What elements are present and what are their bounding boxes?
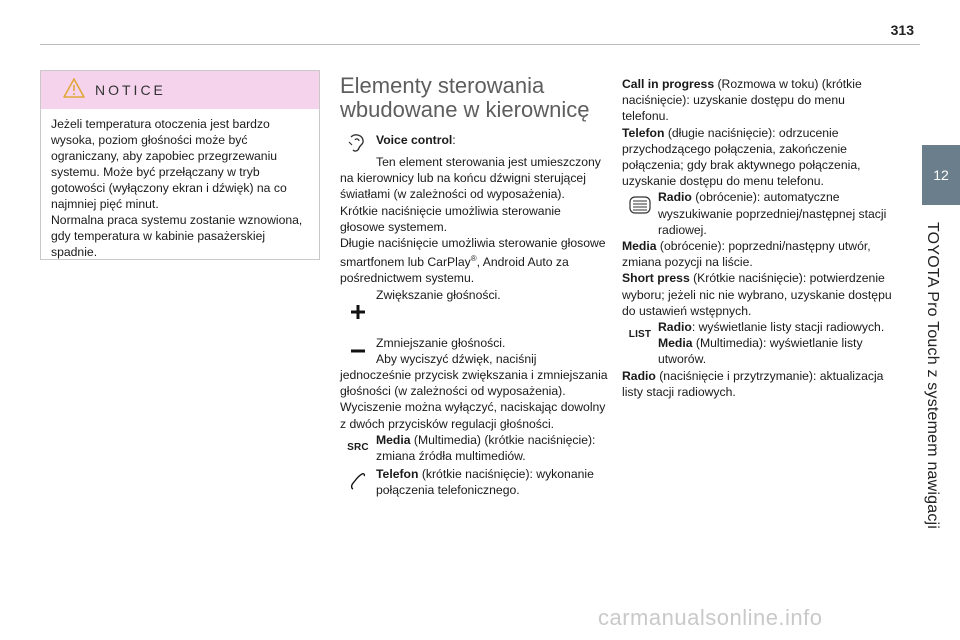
media-rotate-text: Media (obrócenie): poprzedni/następny utwór, zmiana pozycji na liście.: [622, 239, 871, 270]
mute-instructions: Aby wyciszyć dźwięk, naciśnij jednocześnie przycisk zwiększania i zmniejszania głośności (w zależności od wyposażenia).: [340, 351, 608, 399]
voice-control-title: Voice control: [376, 133, 453, 147]
phone-call-text: Telefon (krótkie naciśnięcie): wykonanie połączenia telefonicznego.: [376, 467, 594, 498]
chapter-title: TOYOTA Pro Touch z systemem nawigacji: [924, 222, 941, 530]
steering-controls-continued: [622, 76, 892, 400]
page-number: 313: [890, 22, 914, 38]
src-icon: SRC: [347, 441, 369, 453]
top-divider: [40, 44, 920, 45]
list-text: Radio: wyświetlanie listy stacji radiowych. Media (Multimedia): wyświetlanie listy utworów.: [658, 320, 885, 367]
notice-label: NOTICE: [95, 82, 166, 98]
voice-control-item: [340, 132, 608, 154]
minus-icon: [340, 335, 376, 367]
notice-header: [41, 71, 319, 109]
media-source-text: Media (Multimedia) (krótkie naciśnięcie): zmiana źródła multimediów.: [376, 432, 596, 463]
steering-controls-section: [340, 74, 608, 499]
voice-description: Ten element sterowania jest umieszczony na kierownicy lub na końcu dźwigni sterującej światłami (w zależności od wyposażenia).: [340, 155, 601, 202]
media-source-item: [340, 432, 608, 464]
volume-down-text: Zmniejszanie głośności.: [376, 335, 506, 350]
voice-colon: :: [452, 133, 456, 147]
voice-short-press: Krótkie naciśnięcie umożliwia sterowanie głosowe systemem.: [340, 203, 561, 234]
list-item: [622, 319, 892, 368]
radio-rotate-item: [622, 189, 892, 238]
volume-up-text: Zwiększanie głośności.: [376, 287, 501, 302]
phone-long-press-text: Telefon (długie naciśnięcie): odrzucenie przychodzącego połączenia, zakończenie połączenia; gdy brak aktywnego połączenia, uzyskanie dostępu do menu telefonu.: [622, 125, 861, 189]
scroll-wheel-icon: [622, 189, 658, 221]
chapter-tab: 12: [922, 145, 960, 205]
phone-call-item: [340, 466, 608, 498]
call-in-progress-text: Call in progress (Rozmowa w toku) (krótkie naciśnięcie): uzyskanie dostępu do menu telefonu.: [622, 77, 862, 124]
plus-icon: [340, 287, 376, 325]
radio-rotate-text: Radio (obrócenie): automatyczne wyszukiwanie poprzedniej/następnej stacji radiowej.: [658, 190, 887, 237]
watermark: carmanualsonline.info: [598, 605, 823, 630]
short-press-text: Short press (Krótkie naciśnięcie): potwierdzenie wyboru; jeżeli nic nie wybrano, uzyskanie dostępu do ustawień wstępnych.: [622, 271, 892, 318]
notice-body: [41, 109, 319, 260]
list-icon: LIST: [628, 328, 652, 340]
section-heading: Elementy sterowania wbudowane w kierownicę: [340, 73, 590, 122]
notice-box: [40, 70, 320, 260]
volume-up-item: [340, 287, 608, 325]
warning-icon: [63, 78, 85, 103]
radio-hold-text: Radio (naciśnięcie i przytrzymanie): aktualizacja listy stacji radiowych.: [622, 368, 884, 399]
notice-text: Jeżeli temperatura otoczenia jest bardzo wysoka, poziom głośności może być ograniczany, aby zapobiec przegrzewaniu systemu. Może być przełączany w tryb gotowości (wyłączony ekran i dźwięk) na co najmniej pięć minut.: [51, 117, 287, 211]
voice-long-press: Długie naciśnięcie umożliwia sterowanie głosowe smartfonem lub CarPlay®, Android Auto za pośrednictwem systemu.: [340, 236, 606, 286]
voice-control-icon: [340, 132, 376, 154]
notice-text: Normalna praca systemu zostanie wznowiona, gdy temperatura w kabinie pasażerskiej spadnie.: [51, 213, 303, 259]
unmute-instructions: Wyciszenie można wyłączyć, naciskając dowolny z dwóch przycisków regulacji głośności.: [340, 400, 606, 431]
phone-icon: [340, 466, 376, 498]
